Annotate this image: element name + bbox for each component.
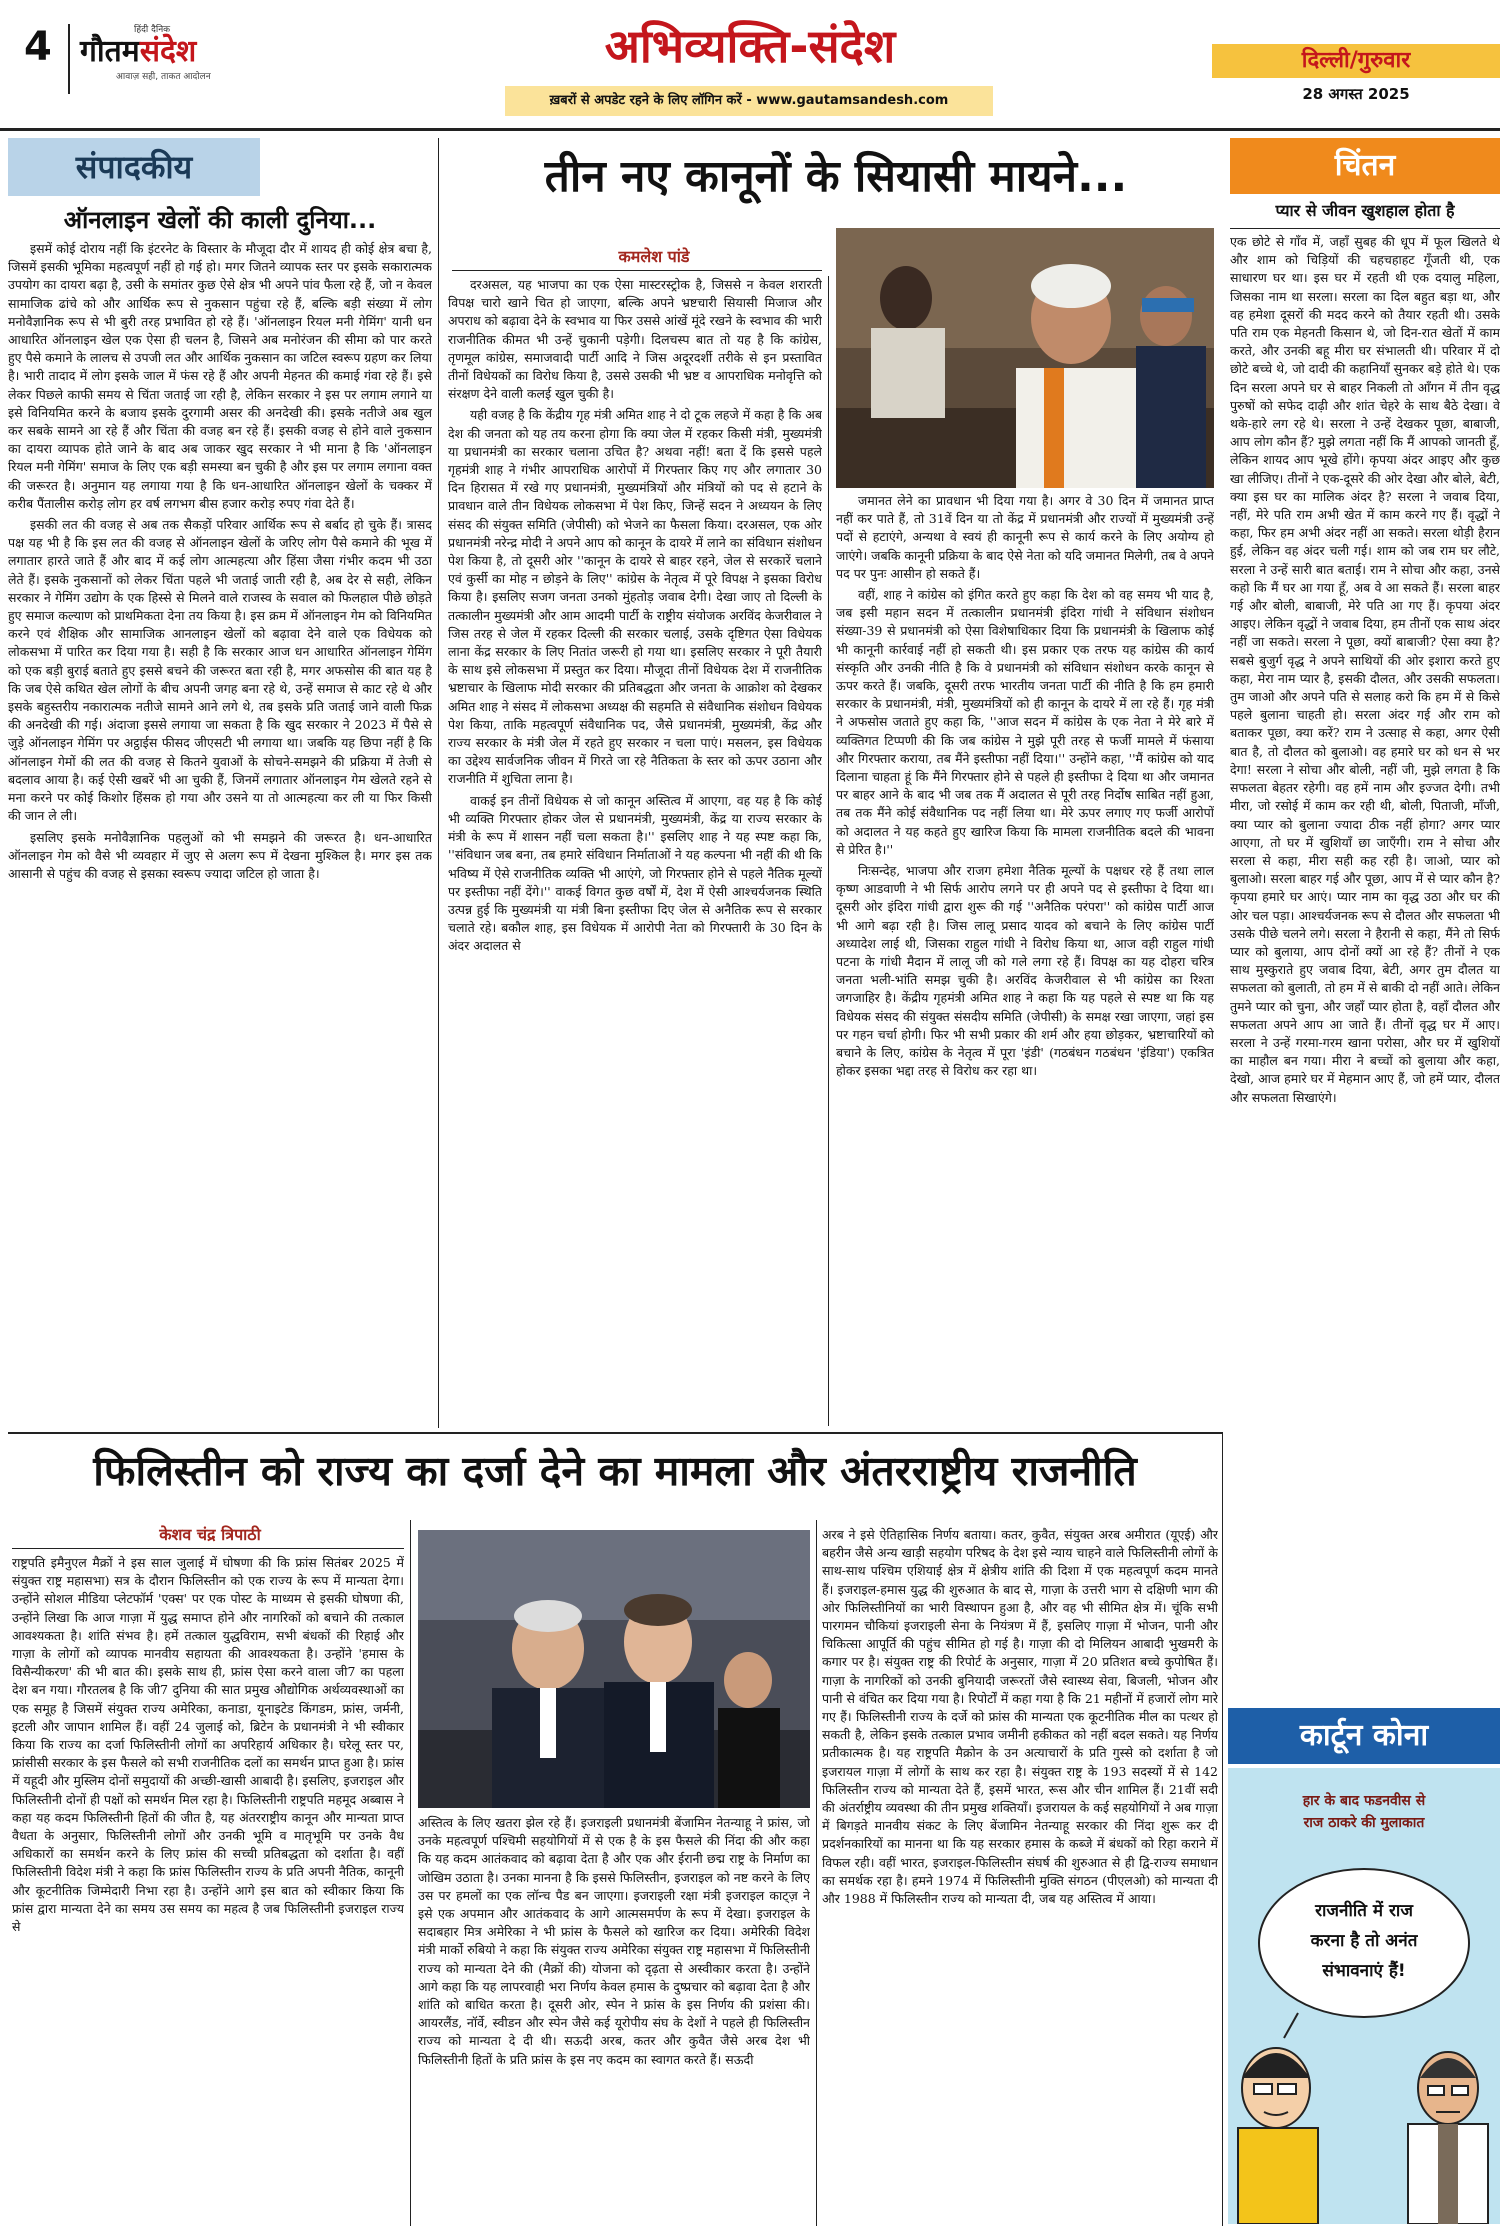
lead-paragraph: दरअसल, यह भाजपा का एक ऐसा मास्टरस्ट्रोक है, जिससे न केवल शरारती विपक्ष चारो खाने चित हो जाएगा, बल्कि अपने भ्रष्टचारी सियासी मिजाज और अपराध को बढ़ावा देने के स्वभाव या फिर उससे आंखें मूंदे रखने के स्वभाव की भारी राजनीतिक कीमत भी उन्हें चुकानी पड़ेगी। दिलचस्प बात तो यह है कि कांग्रेस, तृणमूल कांग्रेस, समाजवादी पार्टी आदि ने जिस अदूरदर्शी तरीके से इन प्रस्तावित तीनों विधेयकों का विरोध किया है, उससे उसकी भी भ्रष्ट व आपराधिक मनोवृत्ति को संरक्षण देने वाली कलई खुल चुकी है।	[448, 277, 822, 402]
bubble-line: राजनीति में राज	[1315, 1901, 1413, 1921]
cartoon-section	[1228, 1708, 1500, 2228]
masthead	[0, 0, 1500, 132]
palestine-headline: फिलिस्तीन को राज्य का दर्जा देने का मामला और अंतरराष्ट्रीय राजनीति	[93, 1447, 1137, 1495]
column-divider	[438, 138, 439, 1428]
bubble-line: संभावनाएं हैं!	[1322, 1961, 1406, 1981]
city-day: दिल्ली/गुरुवार	[1212, 44, 1500, 78]
logo-tagline: हिंदी दैनिक	[134, 25, 171, 35]
logo-part2: संदेश	[139, 34, 197, 69]
palestine-column-3: अरब ने इसे ऐतिहासिक निर्णय बताया। कतर, कुवैत, संयुक्त अरब अमीरात (यूएई) और बहरीन जैसे अन्य खाड़ी सहयोग परिषद के देश इसे न्याय चाहने वाले फिलिस्तीनी लोगों के साथ-साथ पश्चिम एशियाई क्षेत्र में क्षेत्रीय शांति की दिशा में एक महत्वपूर्ण कदम मानते हैं। इजराइल-हमास युद्ध की शुरुआत के बाद से, गाज़ा के उत्तरी भाग से दक्षिणी भाग की ओर फिलिस्तीनियों का भारी विस्थापन हुआ है, और वह भी सीमित क्षेत्र में। चूंकि सभी पारगमन चौकियां इजराइली सेना के नियंत्रण में हैं, इसलिए गाज़ा में भोजन, पानी और चिकित्सा आपूर्ति की पहुंच सीमित हो गई है। गाज़ा की दो मिलियन आबादी भुखमरी के कगार पर है। संयुक्त राष्ट्र की रिपोर्ट के अनुसार, गाज़ा में 20 प्रतिशत बच्चे कुपोषित हैं। गाज़ा के नागरिकों को उनकी बुनियादी जरूरतों जैसे स्वास्थ्य सेवा, बिजली, भोजन और पानी से वंचित कर दिया गया है। रिपोर्टों में कहा गया है कि 21 महीनों में हजारों लोग मारे गए हैं। फिलिस्तीनी राज्य के दर्जे को फ्रांस की मान्यता एक कूटनीतिक मील का पत्थर हो सकती है, लेकिन इसके तत्काल प्रभाव जमीनी हकीकत को नहीं बदल सकते। यह निर्णय प्रतीकात्मक है। यह राष्ट्रपति मैक्रोन के उन अत्याचारों के प्रति गुस्से को दर्शाता है जो इजरायल गाज़ा में लोगों के साथ कर रहा है। संयुक्त राष्ट्र के 193 सदस्यों में से 142 फिलिस्तीन राज्य को मान्यता देते हैं, इसमें भारत, रूस और चीन शामिल हैं। 21वीं सदी की अंतर्राष्ट्रीय व्यवस्था की तीन प्रमुख शक्तियाँ। इजरायल के कई सहयोगियों ने अब गाज़ा में बिगड़ते मानवीय संकट के लिए बेंजामिन नेतन्याहू सरकार की निंदा शुरू कर दी प्रदर्शनकारियों का मानना था कि यह सरकार हमास के कब्जे में बंधकों को रिहा कराने में विफल रही। वहीं भारत, इजराइल-फिलिस्तीन संघर्ष की शुरुआत से ही द्वि-राज्य समाधान का समर्थक रहा है। हमने 1974 में फिलिस्तीनी मुक्ति संगठन (पीएलओ) को मान्यता दी और 1988 में फिलिस्तीन राज्य को मान्यता दी, जब यह अस्तित्व में आया।	[822, 1527, 1218, 1907]
lead-paragraph: निःसन्देह, भाजपा और राजग हमेशा नैतिक मूल्यों के पक्षधर रहे हैं तथा लाल कृष्ण आडवाणी ने भी सिर्फ आरोप लगने पर ही अपने पद से इस्तीफा दे दिया था। दूसरी ओर इंदिरा गांधी द्वारा शुरू की गई ''अनैतिक परंपरा'' को कांग्रेस पार्टी आज भी आगे बढ़ा रही है। जिस लालू प्रसाद यादव को बचाने के लिए कांग्रेस पार्टी अध्यादेश लाई थी, जिसका राहुल गांधी ने विरोध किया था, आज वही राहुल गांधी पटना के गांधी मैदान में लालू जी को गले लगा रहे हैं। विपक्ष का यह दोहरा चरित्र जनता भली-भांति समझ चुकी है। अरविंद केजरीवाल से भी कांग्रेस का रिश्ता जगजाहिर है। केंद्रीय गृहमंत्री अमित शाह ने कहा कि यह पहले से स्पष्ट था कि यह विधेयक संसद की संयुक्त संसदीय समिति (जेपीसी) के समक्ष रखा जाएगा, जहां इस पर गहन चर्चा होगी। फिर भी सभी प्रकार की शर्म और हया छोड़कर, भ्रष्टाचारियों को बचाने के लिए, कांग्रेस के नेतृत्व में पूरा 'इंडी' (गठबंधन गठबंधन 'इंडिया') एकत्रित होकर इसका भद्दा तरह से विरोध कर रहा था।	[836, 863, 1214, 1079]
parliament-photo	[836, 228, 1214, 488]
chintan-body: एक छोटे से गाँव में, जहाँ सुबह की धूप में फूल खिलते थे और शाम को चिड़ियों की चहचहाहट गूँजती थी, एक साधारण घर था। इस घर में रहती थी एक दयालु महिला, जिसका नाम था सरला। सरला का दिल बहुत बड़ा था, और वह हमेशा दूसरों की मदद करने को तैयार रहती थी। उसके पति राम एक मेहनती किसान थे, जो दिन-रात खेतों में काम करते, और उनकी बहू मीरा घर संभालती थी। परिवार में दो छोटे बच्चे थे, जो दादी की कहानियाँ सुनकर बड़े होते थे। एक दिन सरला अपने घर से बाहर निकली तो आँगन में तीन वृद्ध पुरुषों को सफेद दाढ़ी और शांत चेहरे के साथ बैठे देखा। वे थके-हारे लग रहे थे। सरला ने उन्हें देखकर पूछा, बाबाजी, आप लोग कौन हैं? मुझे लगता नहीं कि मैं आपको जानती हूँ, लेकिन शायद आप भूखे होंगे। कृपया अंदर आइए और कुछ खा लीजिए। तीनों ने एक-दूसरे की ओर देखा और बोले, बेटी, क्या इस घर का मालिक अंदर है? सरला ने जवाब दिया, नहीं, मेरे पति राम अभी खेत में काम करने गए हैं। वृद्धों ने कहा, फिर हम अभी अंदर नहीं आ सकते। सरला थोड़ी हैरान हुई, लेकिन वह अंदर चली गई। शाम को जब राम घर लौटे, सरला ने उन्हें सारी बात बताई। राम ने सोचा और कहा, उनसे कहो कि मैं घर आ गया हूँ, अब वे आ सकते हैं। सरला बाहर गई और बोली, बाबाजी, मेरे पति आ गए हैं। कृपया अंदर आइए। लेकिन वृद्धों ने जवाब दिया, हम तीनों एक साथ अंदर नहीं जा सकते। सरला ने पूछा, क्यों बाबाजी? ऐसा क्या है? सबसे बुजुर्ग वृद्ध ने अपने साथियों की ओर इशारा करते हुए कहा, मेरा नाम प्यार है, इसकी दौलत, और उसकी सफलता। तुम जाओ और अपने पति से सलाह करो कि हम में से किसे पहले बुलाना चाहती हो। सरला अंदर गई और राम को बताकर पूछा, क्या करें? राम ने उत्साह से कहा, अगर ऐसी बात है, तो दौलत को बुलाओ। वह हमारे घर को धन से भर देगा! सरला ने सोचा और बोली, नहीं जी, मुझे लगता है कि सफलता बेहतर रहेगी। वह हमें नाम और इज्जत देगी। तभी मीरा, जो रसोई में काम कर रही थी, बोली, पिताजी, माँजी, क्या प्यार को बुलाना ज्यादा ठीक नहीं होगा? अगर प्यार आएगा, तो घर में खुशियाँ छा जाएँगी। राम ने सोचा और सरला से कहा, मीरा सही कह रही है। जाओ, प्यार को बुलाओ। सरला बाहर गई और पूछा, आप में से प्यार कौन है? कृपया हमारे घर आएं। प्यार नाम का वृद्ध उठा और घर की ओर चल पड़ा। आश्चर्यजनक रूप से दौलत और सफलता भी उसके पीछे चलने लगे। सरला ने हैरानी से कहा, मैंने तो सिर्फ प्यार को बुलाया, आप दोनों क्यों आ रहे हैं? तीनों ने एक साथ मुस्कुराते हुए जवाब दिया, बेटी, अगर तुम दौलत या सफलता को बुलाती, तो हम में से बाकी दो नहीं आते। लेकिन तुमने प्यार को चुना, और जहाँ प्यार होता है, वहाँ दौलत और सफलता अपने आप आ जाते हैं। तीनों वृद्ध घर में आए। सरला ने उन्हें गरमा-गरम खाना परोसा, और घर में खुशियों का माहौल बन गया। मीरा ने बच्चों को बुलाया और कहा, देखो, आज हमारे घर में मेहमान आए हैं, जो हमें प्यार, दौलत और सफलता सिखाएंगे।	[1230, 234, 1500, 1105]
masthead-divider	[68, 24, 70, 94]
bubble-line: करना है तो अनंत	[1310, 1931, 1418, 1951]
cartoon-label: कार्टून कोना	[1228, 1708, 1500, 1764]
chintan-label: चिंतन	[1230, 138, 1500, 194]
lead-column-1	[448, 276, 822, 1426]
section-title: अभिव्यक्ति-संदेश	[604, 19, 896, 73]
editorial-section	[8, 138, 432, 1428]
editorial-label: संपादकीय	[8, 138, 260, 196]
login-banner[interactable]: ख़बरों से अपडेट रहने के लिए लॉगिन करें - www.gautamsandesh.com	[505, 86, 993, 116]
lead-paragraph: जमानत लेने का प्रावधान भी दिया गया है। अगर वे 30 दिन में जमानत प्राप्त नहीं कर पाते हैं, तो 31वें दिन या तो केंद्र में प्रधानमंत्री और राज्यों में मुख्यमंत्री उन्हें पदों से हटाएंगे, अन्यथा वे स्वयं ही कानूनी रूप से कार्य करने के लिए अयोग्य हो जाएंगे। जबकि कानूनी प्रक्रिया के बाद ऐसे नेता को यदि जमानत मिलेगी, तब वे अपने पद पर पुनः आसीन हो सकते हैं।	[836, 493, 1214, 581]
editorial-headline: ऑनलाइन खेलों की काली दुनिया...	[63, 206, 377, 234]
date-box	[1212, 44, 1500, 116]
editorial-paragraph: इसकी लत की वजह से अब तक सैकड़ों परिवार आर्थिक रूप से बर्बाद हो चुके हैं। त्रासद पक्ष यह भी है कि इस लत की वजह से ऑनलाइन खेलों के जरिए लोग पैसे कमाने की भूख में लगातार हारते जाते हैं और बाद में कई लोग आत्महत्या और हिंसा जैसा गंभीर कदम भी उठा लेते हैं। इसके नुकसानों को लेकर चिंता पहले भी जताई जाती रही है, अब देर से सही, लेकिन सरकार ने गेमिंग उद्योग के एक हिस्से से मिलने वाले राजस्व के सवाल को फिलहाल पीछे छोड़ते हुए समाज कल्याण को प्राथमिकता देना तय किया है। इस क्रम में ऑनलाइन गेम को विनियमित करने एवं शैक्षिक और सामाजिक आनलाइन खेलों को बढ़ावा देने वाले एक विधेयक को लोकसभा में पारित कर दिया गया है। सही है कि सरकार आज धन आधारित ऑनलाइन गेमिंग को एक बड़ी बुराई बताते हुए इससे बचने की जरूरत बता रही है, मगर अफसोस की बात यह है कि जब ऐसे कथित खेल लोगों के बीच अपनी जगह बना रहे थे, उन्हें समाज से काट रहे थे और इसके बहुस्तरीय नकारात्मक नतीजे सामने आने लगे थे, तब इसके प्रति जताई जाने वाली फिक्र की अनदेखी की गई। अंदाजा इससे लगाया जा सकता है कि खुद सरकार ने 2023 में पैसे से जुड़े ऑनलाइन गेमिंग पर अट्ठाईस फीसद जीएसटी भी लगाया था। जबकि यह छिपा नहीं है कि ऑनलाइन गेमों की लत की वजह से कितने युवाओं के सोचने-समझने की प्रक्रिया में तेजी से बदलाव आया है। कई ऐसी खबरें भी आ चुकी हैं, जिनमें लगातार ऑनलाइन गेम खेलते रहने से मना करने पर कोई किशोर हिंसक हो गया और उसने या तो आत्महत्या कर ली या फिर किसी की जान ले ली।	[8, 517, 432, 824]
column-divider	[828, 276, 829, 1426]
cartoon-caption-line: राज ठाकरे की मुलाकात	[1303, 1815, 1425, 1831]
cartoon-panel	[1228, 1768, 1500, 2224]
lead-author: कमलेश पांडे	[618, 247, 690, 266]
masthead-rule	[0, 128, 1500, 131]
lead-paragraph: यही वजह है कि केंद्रीय गृह मंत्री अमित शाह ने दो टूक लहजे में कहा है कि अब देश की जनता को यह तय करना होगा कि क्या जेल में रहकर किसी मंत्री, मुख्यमंत्री या प्रधानमंत्री का सरकार चलाना उचित है? अथवा नहीं! बता दें कि इससे पहले गृहमंत्री शाह ने गंभीर आपराधिक आरोपों में गिरफ्तार किए गए और लगातार 30 दिन हिरासत में रखे गए प्रधानमंत्री, मुख्यमंत्रियों और मंत्रियों को पद से हटाने के प्रावधान वाले तीन विधेयक लोकसभा में पेश किए, जिन्हें सदन ने अध्ययन के लिए संसद की संयुक्त समिति (जेपीसी) को भेजने का फैसला किया। दरअसल, एक ओर प्रधानमंत्री नरेन्द्र मोदी ने अपने आप को कानून के दायरे में लाने का संविधान संशोधन पेश किया है, तो दूसरी ओर ''कानून के दायरे से बाहर रहने, जेल से सरकारें चलाने एवं कुर्सी का मोह न छोड़ने के लिए'' कांग्रेस के नेतृत्व में पूरे विपक्ष ने इसका विरोध किया है। इसलिए सजग जनता उनको मुंहतोड़ जवाब देगी। देखा जाए तो दिल्ली के तत्कालीन मुख्यमंत्री और आम आदमी पार्टी के राष्ट्रीय संयोजक अरविंद केजरीवाल ने जिस तरह से जेल में रहकर दिल्ली की सरकार चलाई, उसके दृष्टिगत ऐसा विधेयक लाना केंद्र सरकार के लिए नितांत जरूरी हो गया था। इसलिए सरकार ने पूरी तैयारी के साथ इसे लोकसभा में प्रस्तुत कर दिया। मौजूदा तीनों विधेयक देश में राजनीतिक भ्रष्टाचार के खिलाफ मोदी सरकार की प्रतिबद्धता और जनता के आक्रोश को देखकर अमित शाह ने संसद में लोकसभा अध्यक्ष की सहमति से संवैधानिक संशोधन विधेयक पेश किया, ताकि महत्वपूर्ण संवैधानिक पद, जैसे प्रधानमंत्री, मुख्यमंत्री, केंद्र और राज्य सरकार के मंत्री जेल में रहते हुए सरकार न चला पाएं। मसलन, इस विधेयक का उद्देश्य सार्वजनिक जीवन में गिरते जा रहे नैतिकता के स्तर को ऊपर उठाना और राजनीति में शुचिता लाना है।	[448, 407, 822, 787]
lead-column-2	[836, 492, 1214, 1427]
cartoon-caption-line: हार के बाद फडनवीस से	[1302, 1793, 1426, 1809]
lead-headline: तीन नए कानूनों के सियासी मायने...	[544, 151, 1128, 202]
logo	[80, 22, 260, 94]
author-rule	[452, 270, 822, 271]
logo-part1: गौतम	[80, 34, 140, 69]
column-divider	[816, 1520, 817, 2226]
page-number: 4	[24, 24, 52, 70]
lead-paragraph: वाकई इन तीनों विधेयक से जो कानून अस्तित्व में आएगा, वह यह है कि कोई भी व्यक्ति गिरफ्तार होकर जेल से प्रधानमंत्री, मुख्यमंत्री, केंद्र या राज्य सरकार के मंत्री के रूप में शासन नहीं चला सकता है।'' इसलिए शाह ने यह स्पष्ट कहा कि, ''संविधान जब बना, तब हमारे संविधान निर्माताओं ने यह कल्पना भी नहीं की थी कि भविष्य में ऐसे राजनीतिक व्यक्ति भी आएंगे, जो गिरफ्तार होने से पहले नैतिक मूल्यों पर इस्तीफा नहीं देंगे।'' वाकई विगत कुछ वर्षों में, देश में ऐसी आश्चर्यजनक स्थिति उत्पन्न हुई कि मुख्यमंत्री या मंत्री बिना इस्तीफा दिए जेल से अनैतिक रूप से सरकार चलाते रहे। बकौल शाह, इस विधेयक में आरोपी नेता को गिरफ्तारी के 30 दिन के अंदर अदालत से	[448, 792, 822, 954]
palestine-column-2: अस्तित्व के लिए खतरा झेल रहे हैं। इजराइली प्रधानमंत्री बेंजामिन नेतन्याहू ने फ्रांस, जो उनके महत्वपूर्ण पश्चिमी सहयोगियों में से एक है के इस फैसले की निंदा की और कहा कि यह कदम आतंकवाद को बढ़ावा देता है और एक और ईरानी छद्म राष्ट्र के निर्माण का जोखिम उठाता है। उनका मानना है कि इससे फिलिस्तीन, इजराइल को नष्ट करने के लिए उस पर हमलों का एक लॉन्च पैड बन जाएगा। इजराइली रक्षा मंत्री इजराइल काट्ज़ ने इसे एक अपमान और आतंकवाद के आगे आत्मसमर्पण के रूप में देखा। इजराइल के सदाबहार मित्र अमेरिका ने भी फ्रांस के फैसले को खारिज कर दिया। अमेरिकी विदेश मंत्री मार्को रुबियो ने कहा कि संयुक्त राज्य अमेरिका संयुक्त राष्ट्र महासभा में फिलिस्तीनी राज्य को मान्यता देने की (मैक्रों की) योजना को दृढ़ता से अस्वीकार करता है। उन्होंने आगे कहा कि यह लापरवाही भरा निर्णय केवल हमास के दुष्प्रचार को बढ़ावा देता है और शांति को बाधित करता है। दूसरी ओर, स्पेन ने फ्रांस के इस निर्णय की प्रशंसा की। आयरलैंड, नॉर्वे, स्वीडन और स्पेन जैसे कई यूरोपीय संघ के देशों ने पहले ही फिलिस्तीन राज्य को मान्यता दे दी थी। सऊदी अरब, कतर और कुवैत जैसे अरब देश भी फिलिस्तीनी हितों के प्रति फ्रांस के इस नए कदम का स्वागत करते हैं। सऊदी	[418, 1815, 810, 2067]
column-divider	[410, 1520, 411, 2226]
section-rule	[8, 1432, 1222, 1434]
chintan-section	[1230, 138, 1500, 1698]
speech-bubble	[1258, 1868, 1470, 2018]
editorial-paragraph: इसलिए इसके मनोवैज्ञानिक पहलुओं को भी समझने की जरूरत है। धन-आधारित ऑनलाइन गेम को वैसे भी व्यवहार में जुए से अलग रूप में देखना मुश्किल है। मगर इस तक आसानी से पहुंच की वजह से इसका स्वरूप ज्यादा जटिल हो जाता है।	[8, 829, 432, 881]
column-divider	[1222, 1432, 1223, 2226]
palestine-column-1: राष्ट्रपति इमैनुएल मैक्रों ने इस साल जुलाई में घोषणा की कि फ्रांस सितंबर 2025 में संयुक्त राष्ट्र महासभा) सत्र के दौरान फिलिस्तीन को एक राज्य के रूप में मान्यता देगा। उन्होंने सोशल मीडिया प्लेटफॉर्म 'एक्स' पर एक पोस्ट के माध्यम से इसकी घोषणा की, उन्होंने लिखा कि आज गाज़ा में युद्ध समाप्त होने और नागरिकों को बचाने की तत्काल आवश्यकता है। शांति संभव है। हमें तत्काल युद्धविराम, सभी बंधकों की रिहाई और गाज़ा के लोगों को व्यापक मानवीय सहायता की आवश्यकता है। उन्होंने 'हमास के विसैन्यीकरण' की भी बात की। इसके साथ ही, फ्रांस ऐसा करने वाला जी7 का पहला देश बन गया। गौरतलब है कि जी7 दुनिया की सात प्रमुख औद्योगिक अर्थव्यवस्थाओं का एक समूह है जिसमें संयुक्त राज्य अमेरिका, कनाडा, यूनाइटेड किंगडम, फ्रांस, जर्मनी, इटली और जापान शामिल हैं। वहीं 24 जुलाई को, ब्रिटेन के प्रधानमंत्री ने भी स्वीकार किया कि राज्य का दर्जा फिलिस्तीनी लोगों का अपरिहार्य अधिकार है। घरेलू स्तर पर, फ्रांसीसी सरकार के इस फैसले को सभी राजनीतिक दलों का समर्थन प्राप्त हुआ है। फ्रांस में यहूदी और मुस्लिम दोनों समुदायों की अच्छी-खासी आबादी है। इसलिए, इजराइल और फिलिस्तीनी दोनों ही पक्षों को समर्थन मिल रहा है। फिलिस्तीनी राष्ट्रपति महमूद अब्बास ने कहा यह कदम फिलिस्तीनी हितों की जीत है, यह अंतरराष्ट्रीय कानून और मान्यता प्राप्त वैधता के अनुसार, फिलिस्तीनी लोगों और उनकी भूमि व मातृभूमि पर उनके वैध अधिकारों का समर्थन करने के लिए फ्रांस की सच्ची प्रतिबद्धता को दर्शाता है। वहीं फिलिस्तीनी विदेश मंत्री ने कहा कि फ्रांस फिलिस्तीन राज्य के प्रति अपनी नैतिक, कानूनी और कूटनीतिक जिम्मेदारी निभा रहा है। उन्होंने आगे इस बात को स्वीकार किया कि फ्रांस द्वारा मान्यता देने का समय उस समय का महत्व है जब फिलिस्तीनी इजराइल राज्य से	[12, 1555, 404, 1935]
editorial-body	[8, 240, 432, 1420]
cartoon-caption	[1228, 1768, 1500, 1834]
leaders-photo	[418, 1530, 810, 1808]
editorial-paragraph: इसमें कोई दोराय नहीं कि इंटरनेट के विस्तार के मौजूदा दौर में शायद ही कोई क्षेत्र बचा है, जिसमें इसकी भूमिका महत्वपूर्ण नहीं हो गई हो। मगर जितने व्यापक स्तर पर इसके सकारात्मक उपयोग का दायरा बढ़ा है, उसी के समांतर कुछ ऐसे क्षेत्र भी अपने पांव फैला रहे हैं, जो न केवल सामाजिक ढांचे को और आर्थिक रूप से नुकसान पहुंचा रहे हैं, बल्कि बड़ी संख्या में लोग मनोवैज्ञानिक रूप से भी बुरी तरह प्रभावित हो रहे हैं। 'ऑनलाइन रियल मनी गेमिंग' यानी धन आधारित ऑनलाइन खेल एक ऐसा ही चलन है, जिसने अब मनोरंजन की सीमा को पार करते हुए पैसे कमाने के लालच से उपजी लत और आर्थिक नुकसान का जटिल स्वरूप ग्रहण कर लिया है। भारी तादाद में लोग इसके जाल में फंस रहे हैं और अपनी मेहनत की कमाई गंवा रहे हैं। इसे लेकर पिछले काफी समय से चिंता जताई जा रही है, लेकिन सरकार ने इस पर लगाम लगाने या इसे विनियमित करने के बजाय इसके दुरगामी असर की अनदेखी की। इसके नतीजे अब खुल कर सबके सामने आ रहे हैं और चिंता की वजह बन रहे हैं। इसकी वजह से होने वाले नुकसान का दायरा व्यापक होते जाने के बाद अब जाकर खुद सरकार ने भी माना है कि 'ऑनलाइन रियल मनी गेमिंग' समाज के लिए एक बड़ी समस्या बन चुकी है और इस पर लगाम लगाना वक्त की जरूरत है। अनुमान यह लगाया गया है कि धन-आधारित ऑनलाइन खेलों के चक्कर में करीब पैंतालीस करोड़ लोग हर वर्ष लगभग बीस हजार करोड़ रुपए गंवा देते हैं।	[8, 241, 432, 511]
logo-sub: आवाज़ सही, ताकत आदोलन	[116, 72, 211, 82]
author-rule	[12, 1548, 404, 1549]
palestine-author: केशव चंद्र त्रिपाठी	[159, 1525, 261, 1544]
cartoon-figures	[1228, 2008, 1500, 2224]
chintan-headline: प्यार से जीवन खुशहाल होता है	[1230, 194, 1500, 229]
issue-date: 28 अगस्त 2025	[1302, 85, 1410, 103]
lead-paragraph: वहीं, शाह ने कांग्रेस को इंगित करते हुए कहा कि देश को वह समय भी याद है, जब इसी महान सदन में तत्कालीन प्रधानमंत्री इंदिरा गांधी ने संविधान संशोधन संख्या-39 से प्रधानमंत्री को ऐसा विशेषाधिकार दिया कि प्रधानमंत्री के खिलाफ कोई भी कानूनी कार्रवाई नहीं हो सकती थी। इस प्रकार एक तरफ यह कांग्रेस की कार्य संस्कृति और उनकी नीति है कि वे प्रधानमंत्री को संविधान संशोधन करके कानून से ऊपर करते हैं। जबकि, दूसरी तरफ भारतीय जनता पार्टी की नीति है कि हम हमारी सरकार के प्रधानमंत्री, मंत्री, मुख्यमंत्रियों को ही कानून के दायरे में ला रहे हैं। गृह मंत्री ने अफसोस जताते हुए कहा कि, ''आज सदन में कांग्रेस के एक नेता ने मेरे बारे में व्यक्तिगत टिप्पणी की कि जब कांग्रेस ने मुझे पूरी तरह से फर्जी मामले में फंसाया और गिरफ्तार कराया, तब मैंने इस्तीफा नहीं दिया।'' उन्होंने कहा, ''मैं कांग्रेस को याद दिलाना चाहता हूं कि मैंने गिरफ्तार होने से पहले ही इस्तीफा दे दिया था और जमानत पर बाहर आने के बाद भी जब तक मैं अदालत से पूरी तरह निर्दोष साबित नहीं हुआ, तब तक मैंने कोई संवैधानिक पद नहीं लिया था। मेरे ऊपर लगाए गए फर्जी आरोपों को अदालत ने यह कहते हुए खारिज किया कि मामला राजनीतिक बदले की भावना से प्रेरित है।''	[836, 587, 1214, 857]
